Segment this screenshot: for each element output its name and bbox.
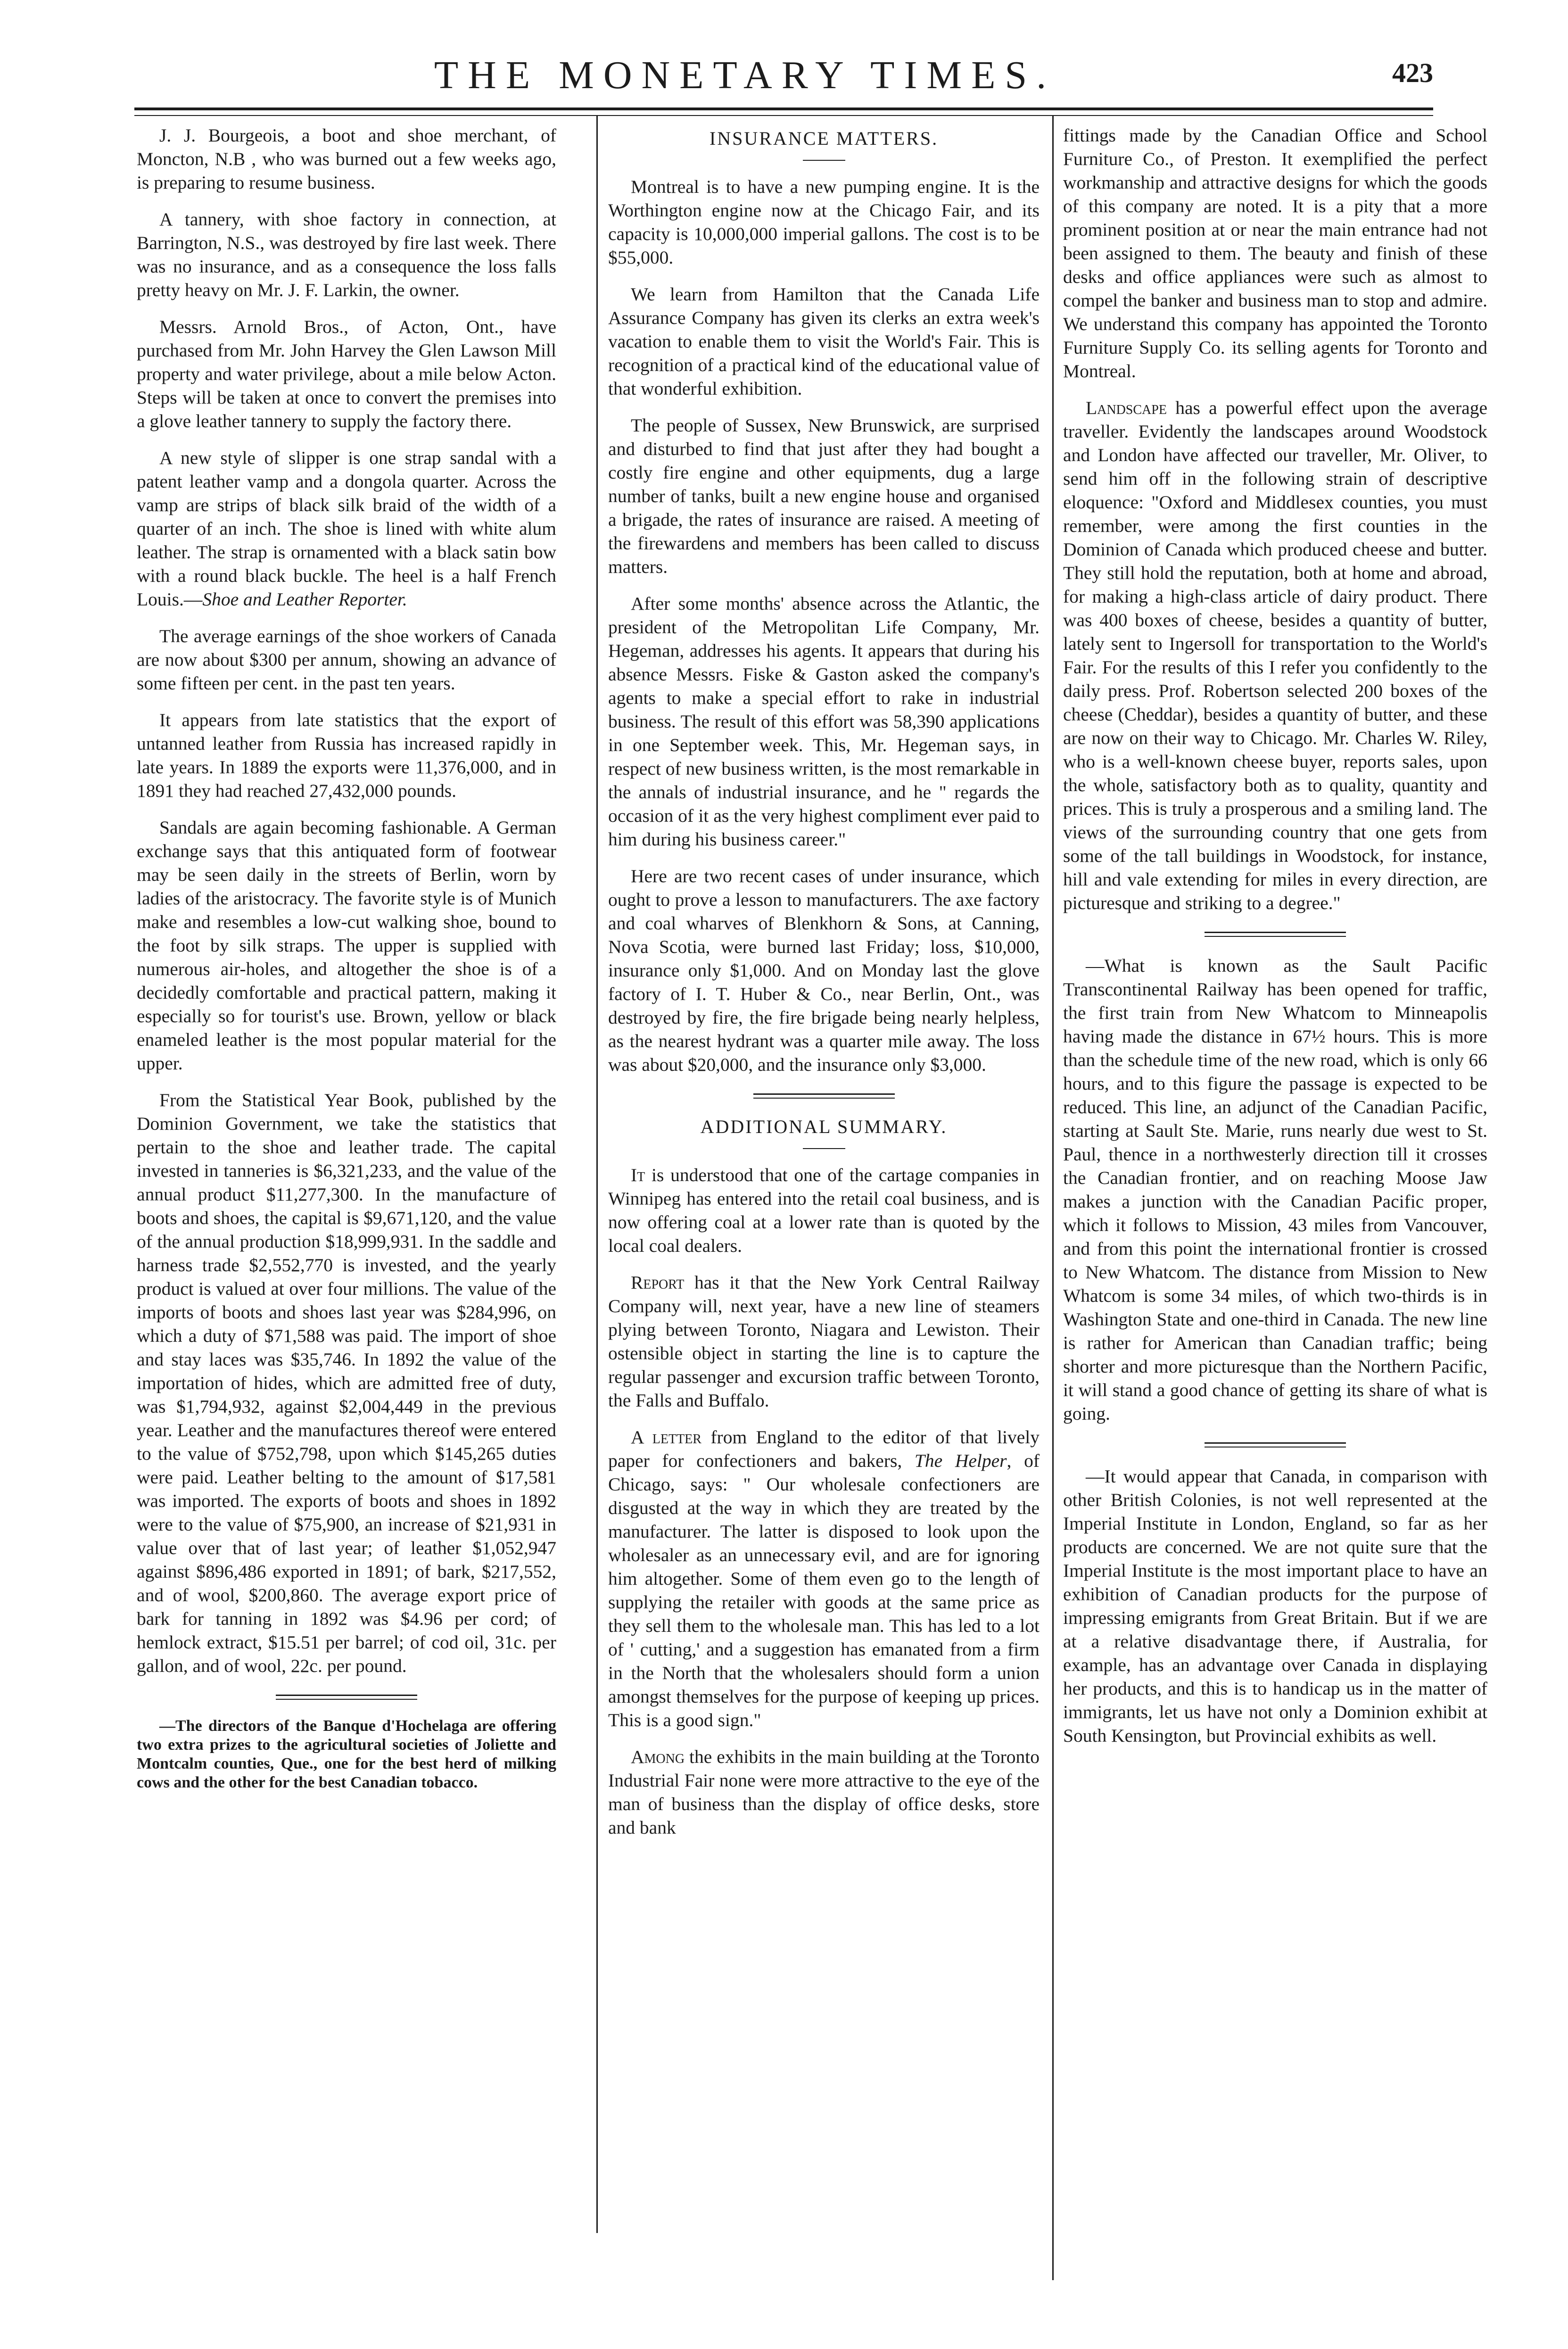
separator-rule <box>276 1695 417 1700</box>
article-toronto-fair <box>608 1745 1040 1839</box>
article-text: has a powerful effect upon the average traveller. Evidently the landscapes around Woodstock and London have affected our traveller, Mr. Oliver, to send him off in the following strain of descriptive eloquence: "Oxford and Middlesex counties, you must remember, were among the first counties in the Dominion of Canada which produced cheese and butter. They still hold the reputation, both at home and abroad, for making a high-class article of dairy product. There was 400 boxes of cheese, besides a quantity of butter, lately sent to Ingersoll for transportation to the World's Fair. For the results of this I refer you confidently to the daily press. Prof. Robertson selected 200 boxes of the cheese (Cheddar), besides a quantity of butter, and these are now on their way to Chicago. Mr. Charles W. Riley, who is a well-known cheese buyer, reports sales, upon the whole, satisfactory both as to quality, quantity and prices. This is truly a prosperous and a smiling land. The views of the surrounding country that one gets from some of the tall buildings in Woodstock, for instance, hill and vale extending for miles in every direction, are picturesque and striking to a degree." <box>1063 397 1487 913</box>
article-winnipeg-coal <box>608 1163 1040 1257</box>
article-pumping-engine: Montreal is to have a new pumping engine. It is the Worthington engine now at the Chicago Fair, and its capacity is 10,000,000 imperial gallons. The cost is to be $55,000. <box>608 176 1040 268</box>
article-text: , of Chicago, says: " Our wholesale confectioners are disgusted at the way in which they are treated by the manufacturer. The latter is disposed to look upon the wholesaler as an unnecessary evil, and are for ignoring him altogether. Some of them even go to the length of supplying the retailer with goods at the same price as they sell them to the wholesale man. This has led to a lot of ' cutting,' and a suggestion has emanated from a firm in the North that the wholesalers should form a union amongst themselves for the purpose of keeping up prices. This is a good sign." <box>608 1450 1040 1730</box>
article-bourgeois: J. J. Bourgeois, a boot and shoe merchant, of Moncton, N.B , who was burned out a few weeks ago, is preparing to resume business. <box>137 125 556 193</box>
masthead <box>132 50 1433 106</box>
article-sussex: The people of Sussex, New Brunswick, are surprised and disturbed to find that just after they had bought a costly fire engine and other equipments, dug a large number of tanks, built a new engine house and organised a brigade, the rates of insurance are raised. A meeting of the firewardens and members has been called to discuss matters. <box>608 415 1040 577</box>
separator-rule <box>1205 1442 1346 1447</box>
article-ny-central <box>608 1271 1040 1412</box>
column-2 <box>608 124 1040 1853</box>
column-1 <box>137 124 556 1805</box>
article-text: the exhibits in the main building at the Toronto Industrial Fair none were more attractive to the eye of the man of business than the display of office desks, store and bank <box>608 1746 1040 1838</box>
lead-word: Report <box>631 1272 685 1293</box>
section-heading-summary: ADDITIONAL SUMMARY. <box>700 1116 948 1137</box>
article-russia-leather: It appears from late statistics that the export of untanned leather from Russia has increased rapidly in late years. In 1889 the exports were 11,376,000, and in 1891 they had reached 27,432,000 pounds. <box>137 710 556 801</box>
lead-word: Landscape <box>1086 397 1167 418</box>
article-under-insurance: Here are two recent cases of under insurance, which ought to prove a lesson to manufacturers. The axe factory and coal wharves of Blenkhorn & Sons, at Canning, Nova Scotia, were burned last Friday; loss, $10,000, insurance only $1,000. And on Monday last the glove factory of I. T. Huber & Co., near Berlin, Ont., was destroyed by fire, the fire brigade being nearly helpless, as the nearest hydrant was a quarter mile away. The loss was about $20,000, and the insurance only $3,000. <box>608 866 1040 1075</box>
article-statistical-year-book: From the Statistical Year Book, published by the Dominion Government, we take the statistics that pertain to the shoe and leather trade. The capital invested in tanneries is $6,321,233, and the value of the annual product $11,277,300. In the manufacture of boots and shoes, the capital is $9,671,120, and the value of the annual production $18,999,931. In the saddle and harness trade $2,552,770 is invested, and the yearly product is valued at over four millions. The value of the imports of boots and shoes last year was $284,996, on which a duty of $71,588 was paid. The import of shoe and stay laces was $35,746. In 1892 the value of the importation of hides, which are admitted free of duty, was $1,794,932, against $2,004,449 in the previous year. Leather and the manufactures thereof were entered to the value of $752,798, upon which $145,265 duties were paid. Leather belting to the amount of $17,581 was imported. The exports of boots and shoes in 1892 were to the value of $75,900, an increase of $21,931 in value over that of last year; of leather $1,052,947 against $896,486 exported in 1891; of bark, $217,552, and of wool, $200,860. The average export price of bark for tanning in 1892 was $4.96 per cord; of hemlock extract, $15.51 per barrel; of cod oil, 31c. per gallon, and of wool, 22c. per pound. <box>137 1090 556 1676</box>
masthead-rule-thin <box>134 115 1433 116</box>
article-slipper-style <box>137 446 556 611</box>
article-shoe-workers-earnings: The average earnings of the shoe workers of Canada are now about $300 per annum, showing an advance of some fifteen per cent. in the past ten years. <box>137 626 556 694</box>
article-text: from England to the editor of that lively paper for confectioners and bakers, <box>608 1427 1040 1471</box>
separator-rule <box>753 1093 895 1099</box>
slipper-source: Shoe and Leather Reporter. <box>202 589 407 610</box>
article-banque-hochelaga: —The directors of the Banque d'Hochelaga are offering two extra prizes to the agricultural societies of Joliette and Montcalm counties, Que., one for the best herd of milking cows and the other for the best Canadian tobacco. <box>137 1717 556 1791</box>
heading-rule <box>803 1148 845 1149</box>
article-text: has it that the New York Central Railway Company will, next year, have a new line of steamers plying between Toronto, Niagara and Lewiston. Their ostensible object in starting the line is to capture the regular passenger and excursion traffic between Toronto, the Falls and Buffalo. <box>608 1272 1040 1411</box>
lead-word: A letter <box>631 1427 701 1447</box>
lead-word: It <box>631 1165 645 1185</box>
heading-rule <box>803 160 845 161</box>
article-canada-life: We learn from Hamilton that the Canada Life Assurance Company has given its clerks an extra week's vacation to enable them to visit the World's Fair. This is recognition of a practical kind of the educational value of that wonderful exhibition. <box>608 284 1040 399</box>
article-landscape <box>1063 396 1487 915</box>
paper-title: The Helper <box>914 1450 1007 1471</box>
lead-word: Among <box>631 1746 685 1767</box>
column-3 <box>1063 124 1487 1761</box>
article-arnold-bros: Messrs. Arnold Bros., of Acton, Ont., have purchased from Mr. John Harvey the Glen Lawson Mill property and water privilege, about a mile below Acton. Steps will be taken at once to convert the premises into a glove leather tannery to supply the factory there. <box>137 316 556 431</box>
article-office-furniture: fittings made by the Canadian Office and School Furniture Co., of Preston. It exemplified the perfect workmanship and attractive designs for which the goods of this company are noted. It is a pity that a more prominent position at or near the main entrance had not been assigned to them. The beauty and finish of these desks and office appliances were such as almost to compel the banker and business man to stop and admire. We understand this company has appointed the Toronto Furniture Supply Co. its selling agents for Toronto and Montreal. <box>1063 125 1487 381</box>
separator-rule <box>1205 932 1346 937</box>
article-sandals: Sandals are again becoming fashionable. A German exchange says that this antiquated form of footwear may be seen daily in the streets of Berlin, worn by ladies of the aristocracy. The favorite style is of Munich make and resembles a low-cut walking shoe, bound to the foot by silk straps. The upper is supplied with numerous air-holes, and altogether the shoe is of a decidedly comfortable and practical pattern, making it especially so for tourist's use. Brown, yellow or black enameled leather is the most popular material for the upper. <box>137 817 556 1074</box>
publication-title: THE MONETARY TIMES. <box>434 53 1056 97</box>
article-imperial-institute: —It would appear that Canada, in comparison with other British Colonies, is not well represented at the Imperial Institute in London, England, so far as her products are concerned. We are not quite sure that the Imperial Institute is the most important place to have an exhibition of Canadian products for the purpose of impressing emigrants from Great Britain. But if we are at a relative disadvantage there, if Australia, for example, has an advantage over Canada in displaying her products, and this is to handicap us in the matter of immigrants, let us have not only a Dominion exhibit at South Kensington, but Provincial exhibits as well. <box>1063 1466 1487 1746</box>
article-text: is understood that one of the cartage companies in Winnipeg has entered into the retail coal business, and is now offering coal at a lower rate than is quoted by the local coal dealers. <box>608 1165 1040 1256</box>
column-divider-right <box>1052 116 1054 2280</box>
article-confectioners <box>608 1425 1040 1732</box>
article-sault-pacific: —What is known as the Sault Pacific Transcontinental Railway has been opened for traffic, the first train from New Whatcom to Minneapolis having made the distance in 67½ hours. This is more than the schedule time of the new road, which is only 66 hours, and to this figure the passage is expected to be reduced. This line, an adjunct of the Canadian Pacific, starting at Sault Ste. Marie, runs nearly due west to St. Paul, thence in a northwesterly direction till it crosses the Canadian frontier, and on reaching Moose Jaw makes a junction with the Canadian Pacific proper, which it follows to Mission, 43 miles from Vancouver, and from this point the international frontier is crossed to New Whatcom. The distance from Mission to New Whatcom is some 34 miles, of which two-thirds is in Washington State and one-third in Canada. The new line is rather for American than Canadian traffic; being shorter and more picturesque than the Northern Pacific, it will stand a good chance of getting its share of what is going. <box>1063 955 1487 1424</box>
article-barrington-tannery: A tannery, with shoe factory in connection, at Barrington, N.S., was destroyed by fire last week. There was no insurance, and as a consequence the loss falls pretty heavy on Mr. J. F. Larkin, the owner. <box>137 209 556 300</box>
masthead-rule-thick <box>134 108 1433 110</box>
page-number: 423 <box>1392 58 1433 88</box>
article-metropolitan-life: After some months' absence across the Atlantic, the president of the Metropolitan Life Company, Mr. Hegeman, addresses his agents. It appears that during his absence Messrs. Fiske & Gaston asked the company's agents to make a special effort to rake in industrial business. The result of this effort was 58,390 applications in one September week. This, Mr. Hegeman says, in respect of new business written, is the most remarkable in the annals of industrial insurance, and he " regards the occasion of it as the very highest compliment ever paid to him during his business career." <box>608 593 1040 850</box>
column-divider-left <box>596 116 598 2233</box>
slipper-text: A new style of slipper is one strap sandal with a patent leather vamp and a dongola quarter. Across the vamp are strips of black silk braid of the width of a quarter of an inch. The shoe is lined with white alum leather. The strap is ornamented with a black satin bow with a round black buckle. The heel is a half French Louis.— <box>137 447 556 610</box>
section-heading-insurance: INSURANCE MATTERS. <box>709 128 939 149</box>
